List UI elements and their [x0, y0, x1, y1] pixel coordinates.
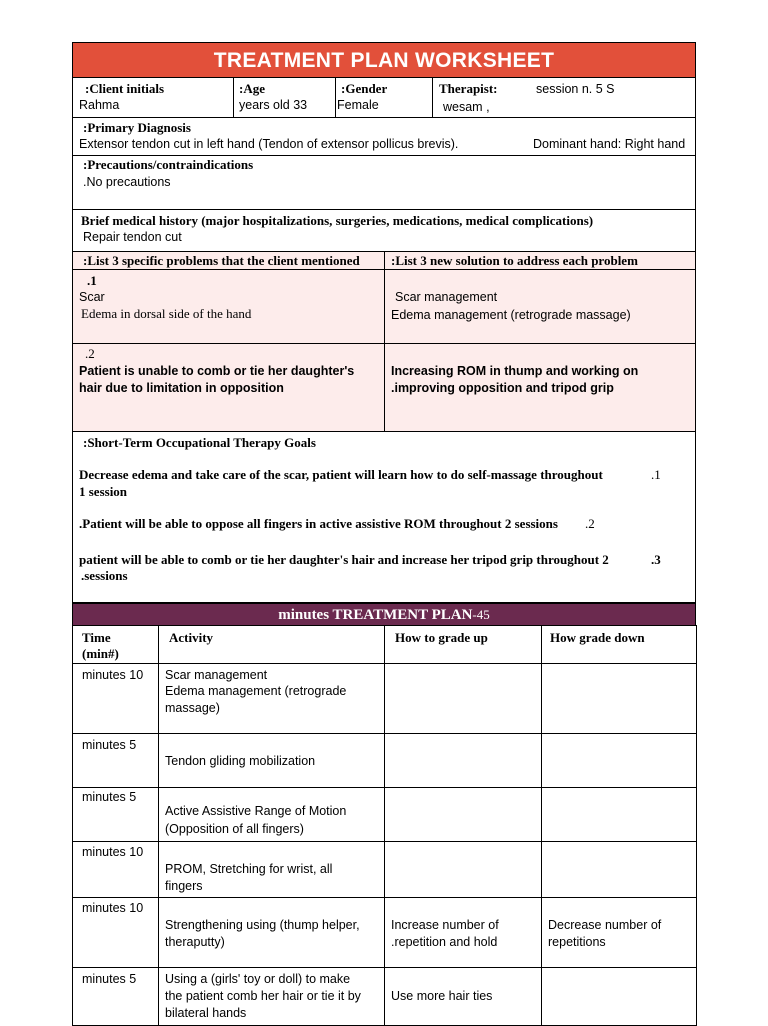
treatment-plan-table: [72, 625, 697, 1026]
problem-1-line-1: Scar: [79, 290, 105, 304]
header-activity: Activity: [159, 626, 385, 664]
problems-header-right: :List 3 new solution to address each problem: [391, 253, 638, 268]
diagnosis-value: Extensor tendon cut in left hand (Tendon of extensor pollicus brevis).: [79, 137, 459, 151]
table-row: minutes 10 PROM, Stretching for wrist, all fingers: [73, 842, 697, 898]
treatment-plan-title-main: minutes TREATMENT PLAN: [278, 607, 473, 623]
solution-1-line-1: Scar management: [395, 290, 498, 304]
goal-1-line-2: 1 session: [79, 484, 128, 499]
client-initials-label: :Client initials: [85, 81, 165, 96]
therapist-label: Therapist:: [439, 81, 498, 96]
treatment-plan-duration: -45: [472, 607, 490, 622]
problem-1-line-2: Edema in dorsal side of the hand: [81, 306, 252, 321]
worksheet-title: TREATMENT PLAN WORKSHEET: [72, 42, 696, 78]
dominant-hand: Dominant hand: Right hand: [533, 137, 686, 151]
problem-2-row: [72, 344, 696, 432]
gender-value: Female: [337, 98, 379, 112]
plan-header-row: [73, 626, 697, 664]
precautions-value: .No precautions: [83, 175, 171, 189]
medical-history-value: Repair tendon cut: [83, 230, 182, 244]
problem-1-row: [72, 270, 696, 344]
table-row: minutes 10 Scar management Edema management (retrograde massage): [73, 664, 697, 734]
goal-3-line-1: patient will be able to comb or tie her daughter's hair and increase her tripod grip throughout 2: [79, 552, 609, 567]
table-row: minutes 5 Active Assistive Range of Motion (Opposition of all fingers): [73, 788, 697, 842]
therapist-value: wesam ,: [443, 100, 490, 114]
goals-label: :Short-Term Occupational Therapy Goals: [83, 435, 316, 450]
table-row: minutes 5 Tendon gliding mobilization: [73, 734, 697, 788]
goal-2-number: .2: [585, 516, 595, 531]
precautions-label: :Precautions/contraindications: [83, 157, 254, 172]
solution-2-line-1: Increasing ROM in thump and working on: [391, 364, 639, 378]
problem-1-number: .1: [87, 273, 97, 288]
problems-header-row: [72, 252, 696, 270]
age-label: :Age: [239, 81, 265, 96]
problem-2-number: .2: [85, 346, 95, 361]
precautions-row: [72, 156, 696, 210]
problem-2-line-1: Patient is unable to comb or tie her daughter's: [79, 364, 355, 378]
problems-header-left: :List 3 specific problems that the client mentioned: [83, 253, 360, 268]
medical-history-label: Brief medical history (major hospitalizations, surgeries, medications, medical complications): [81, 213, 594, 228]
diagnosis-row: [72, 118, 696, 156]
goal-1-number: .1: [651, 467, 661, 482]
solution-1-line-2: Edema management (retrograde massage): [391, 308, 631, 322]
goals-section: [72, 432, 696, 603]
client-initials-value: Rahma: [79, 98, 120, 112]
treatment-plan-title: [72, 603, 696, 626]
goal-2-line-1: .Patient will be able to oppose all fingers in active assistive ROM throughout 2 sessions: [79, 516, 558, 531]
table-row: minutes 5 Using a (girls' toy or doll) to make the patient comb her hair or tie it by bilateral hands Use more hair ties: [73, 968, 697, 1026]
client-info-row: [72, 78, 696, 118]
table-row: minutes 10 Strengthening using (thump helper, theraputty) Increase number of .repetition and hold Decrease number of repetitions: [73, 898, 697, 968]
gender-label: :Gender: [341, 81, 388, 96]
goal-3-line-2: .sessions: [81, 568, 128, 583]
problem-2-line-2: hair due to limitation in opposition: [79, 381, 284, 395]
goal-1-line-1: Decrease edema and take care of the scar, patient will learn how to do self-massage throughout: [79, 467, 603, 482]
header-time: Time (min#): [73, 626, 159, 664]
session-number: session n. 5 S: [536, 82, 615, 96]
diagnosis-label: :Primary Diagnosis: [83, 120, 191, 135]
medical-history-row: [72, 210, 696, 252]
header-grade-up: How to grade up: [385, 626, 542, 664]
solution-2-line-2: .improving opposition and tripod grip: [391, 381, 614, 395]
age-value: years old 33: [239, 98, 308, 112]
header-grade-down: How grade down: [542, 626, 697, 664]
goal-3-number: .3: [651, 552, 661, 567]
